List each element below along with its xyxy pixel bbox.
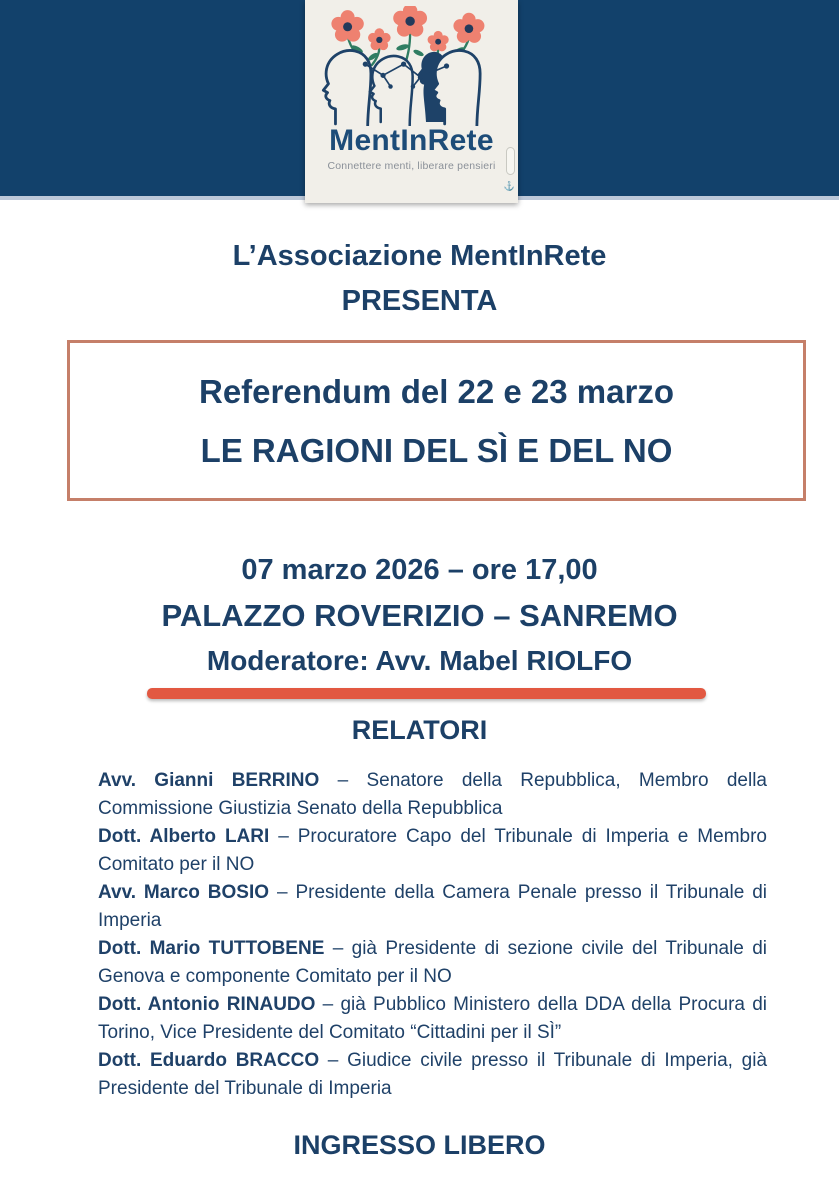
speaker-role: già Presidente di sezione civile del Tribunale di Genova e componente Comitato per il NO bbox=[98, 938, 767, 987]
event-venue: PALAZZO ROVERIZIO – SANREMO bbox=[161, 598, 678, 633]
speaker-name: Avv. Marco BOSIO bbox=[98, 882, 270, 903]
event-details bbox=[0, 548, 839, 683]
event-datetime: 07 marzo 2026 – ore 17,00 bbox=[241, 554, 598, 586]
speaker-entry: Dott. Alberto LARI – Procuratore Capo del Tribunale di Imperia e Membro Comitato per il NO bbox=[98, 826, 767, 875]
intro-block bbox=[0, 234, 839, 324]
object-handle-icon bbox=[506, 147, 515, 175]
speaker-entry: Dott. Antonio RINAUDO – già Pubblico Ministero della DDA della Procura di Torino, Vice Presidente del Comitato “Cittadini per il SÌ” bbox=[98, 994, 768, 1043]
speaker-name: Dott. Eduardo BRACCO bbox=[98, 1050, 320, 1071]
speaker-name: Dott. Alberto LARI bbox=[98, 826, 270, 847]
logo-title: MentInRete bbox=[329, 124, 494, 157]
speaker-entry: Avv. Gianni BERRINO – Senatore della Repubblica, Membro della Commissione Giustizia Senato della Repubblica bbox=[98, 770, 768, 819]
speaker-role: Presidente della Camera Penale presso il Tribunale di Imperia bbox=[98, 882, 767, 931]
speaker-entry: Dott. Mario TUTTOBENE – già Presidente di sezione civile del Tribunale di Genova e componente Comitato per il NO bbox=[98, 938, 767, 987]
speaker-role: già Pubblico Ministero della DDA della Procura di Torino, Vice Presidente del Comitato “Cittadini per il SÌ” bbox=[98, 994, 768, 1043]
divider-bar bbox=[147, 688, 706, 699]
three-heads-with-flowers-icon bbox=[314, 6, 510, 126]
speaker-role: Procuratore Capo del Tribunale di Imperia e Membro Comitato per il NO bbox=[98, 826, 767, 875]
free-entry-text: INGRESSO LIBERO bbox=[293, 1130, 546, 1160]
event-title-line2: LE RAGIONI DEL SÌ E DEL NO bbox=[200, 431, 673, 469]
mentinrete-logo-card bbox=[305, 0, 518, 203]
anchor-icon: ⚓ bbox=[503, 181, 515, 191]
event-title-box bbox=[67, 340, 806, 501]
speaker-name: Dott. Mario TUTTOBENE bbox=[98, 938, 325, 959]
header-band bbox=[0, 0, 839, 200]
speaker-name: Avv. Gianni BERRINO bbox=[98, 770, 320, 791]
event-moderator: Moderatore: Avv. Mabel RIOLFO bbox=[206, 645, 633, 676]
logo-tagline: Connettere menti, liberare pensieri bbox=[327, 160, 496, 172]
speaker-role: Senatore della Repubblica, Membro della Commissione Giustizia Senato della Repubblica bbox=[98, 770, 768, 819]
speaker-role: Giudice civile presso il Tribunale di Imperia, già Presidente del Tribunale di Imperia bbox=[98, 1050, 768, 1099]
speakers-heading: RELATORI bbox=[351, 715, 488, 745]
speaker-entry: Dott. Eduardo BRACCO – Giudice civile presso il Tribunale di Imperia, già Presidente del Tribunale di Imperia bbox=[98, 1050, 768, 1099]
speaker-entry: Avv. Marco BOSIO – Presidente della Camera Penale presso il Tribunale di Imperia bbox=[98, 882, 767, 931]
speaker-name: Dott. Antonio RINAUDO bbox=[98, 994, 316, 1015]
event-title-line1: Referendum del 22 e 23 marzo bbox=[198, 372, 675, 410]
speakers-list bbox=[98, 767, 767, 1103]
presents-line: PRESENTA bbox=[341, 285, 498, 317]
association-line: L’Associazione MentInRete bbox=[232, 240, 607, 272]
